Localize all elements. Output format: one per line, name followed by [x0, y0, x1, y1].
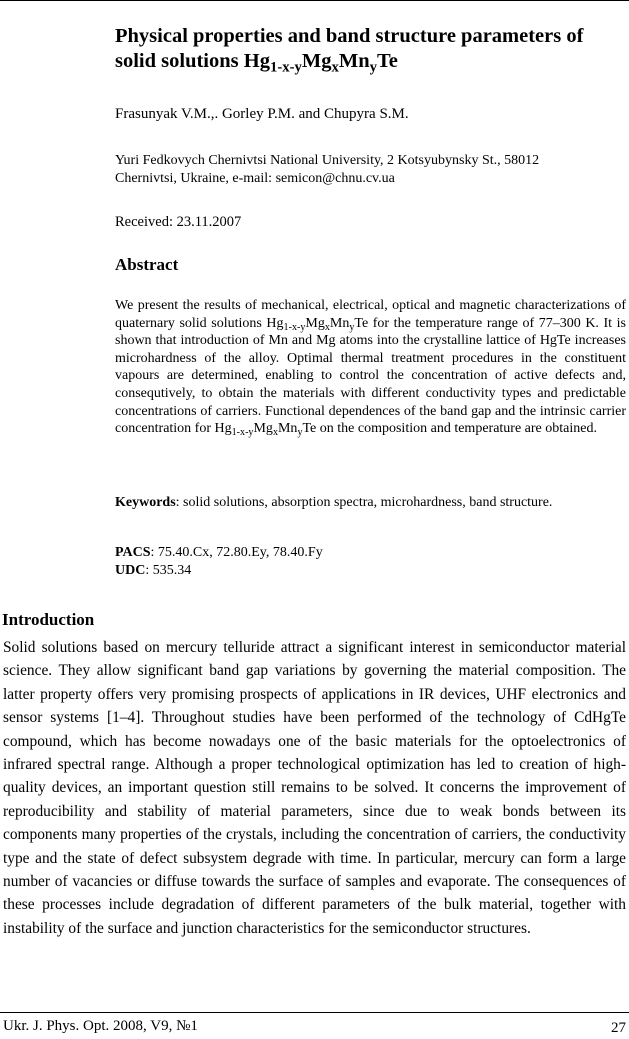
affiliation-line: Yuri Fedkovych Chernivtsi National University, 2 Kotsyubynsky St., 58012: [115, 153, 540, 168]
abstract-text: for the temperature range of 77–300 K. It is shown that introduction of Mn and Mg atoms into the crystalline lattice of HgTe increases microhardness of the alloy. Optimal thermal treatment procedures in the constituent vapours are determined, enabling to control the concentration of active defects and, consequtively, to obtain the materials with different conductivity types and predictable concentrations of carriers. Functional dependences of the band gap and the intrinsic carrier concentration for: [115, 315, 627, 437]
pacs-label: PACS: [115, 545, 151, 560]
introduction-heading: Introduction: [2, 610, 95, 629]
abstract-text: on the composition and temperature are obtained.: [316, 421, 597, 437]
pacs-text: : 75.40.Cx, 72.80.Ey, 78.40.Fy: [150, 545, 323, 560]
affiliation-line: Chernivtsi, Ukraine, e-mail: semicon@chnu.cv.ua: [115, 171, 395, 186]
formula-element: Mn: [338, 50, 370, 72]
formula-element: Mg: [301, 50, 332, 72]
udc-text: : 535.34: [145, 563, 192, 578]
udc-label: UDC: [115, 563, 146, 578]
keywords-label: Keywords: [115, 495, 176, 510]
top-rule: [0, 0, 629, 1]
title-formula: [243, 50, 398, 76]
inline-formula: $Hg_{1-x-y}Mg_xMn_yTe$: [214, 421, 317, 439]
introduction-body: Solid solutions based on mercury telluride attract a significant interest in semiconductor material science. They allow significant band gap variations by governing the material composition. The latter property offers very promising prospects of applications in IR devices, UHF electronics and sensor systems [1–4]. Throughout studies have been performed of the technology of CdHgTe compound, which has become nowadays one of the basic materials for the optoelectronics of infrared spectral range. Although a proper technological optimization has led to creation of high-quality devices, an important question still remains to be solved. It concerns the improvement of reproducibility and stability of material parameters, since due to weak bonds between its components many properties of the crystals, including the concentration of carriers, the conductivity type and the state of defect subsystem degrade with time. In particular, mercury can form a large number of vacancies or diffuse towards the surface of samples and evaporate. The consequences of these processes include degradation of different parameters of the bulk material, together with instability of the surface and junction characteristics for the semiconductor structures.: [3, 639, 626, 937]
formula-subscript: 1-x-y: [269, 59, 302, 76]
formula-element: Hg: [243, 50, 270, 72]
keywords-text: : solid solutions, absorption spectra, microhardness, band structure.: [175, 495, 553, 510]
classification-codes: [115, 544, 323, 580]
title-text: Physical properties and band structure parameters of solid solutions: [115, 25, 584, 72]
keywords: [115, 494, 626, 512]
authors: Frasunyak V.M.,. Gorley P.M. and Chupyra S.M.: [115, 106, 409, 122]
abstract-text: We present the results of mechanical, electrical, optical and magnetic characterizations of quaternary solid solutions: [115, 298, 626, 331]
formula-element: Te: [377, 50, 398, 72]
abstract-body: [115, 297, 626, 438]
formula-subscript: y: [369, 59, 378, 76]
page-number: 27: [611, 1020, 626, 1036]
formula-subscript: x: [331, 59, 339, 76]
journal-citation: Ukr. J. Phys. Opt. 2008, V9, №1: [3, 1018, 198, 1034]
inline-formula: $Hg_{1-x-y}Mg_xMn_yTe$: [266, 315, 369, 333]
received-date: Received: 23.11.2007: [115, 214, 242, 230]
paper-title: [115, 24, 625, 74]
abstract-heading: Abstract: [115, 255, 179, 274]
affiliation: [115, 152, 615, 188]
footer-rule: [0, 1012, 629, 1013]
